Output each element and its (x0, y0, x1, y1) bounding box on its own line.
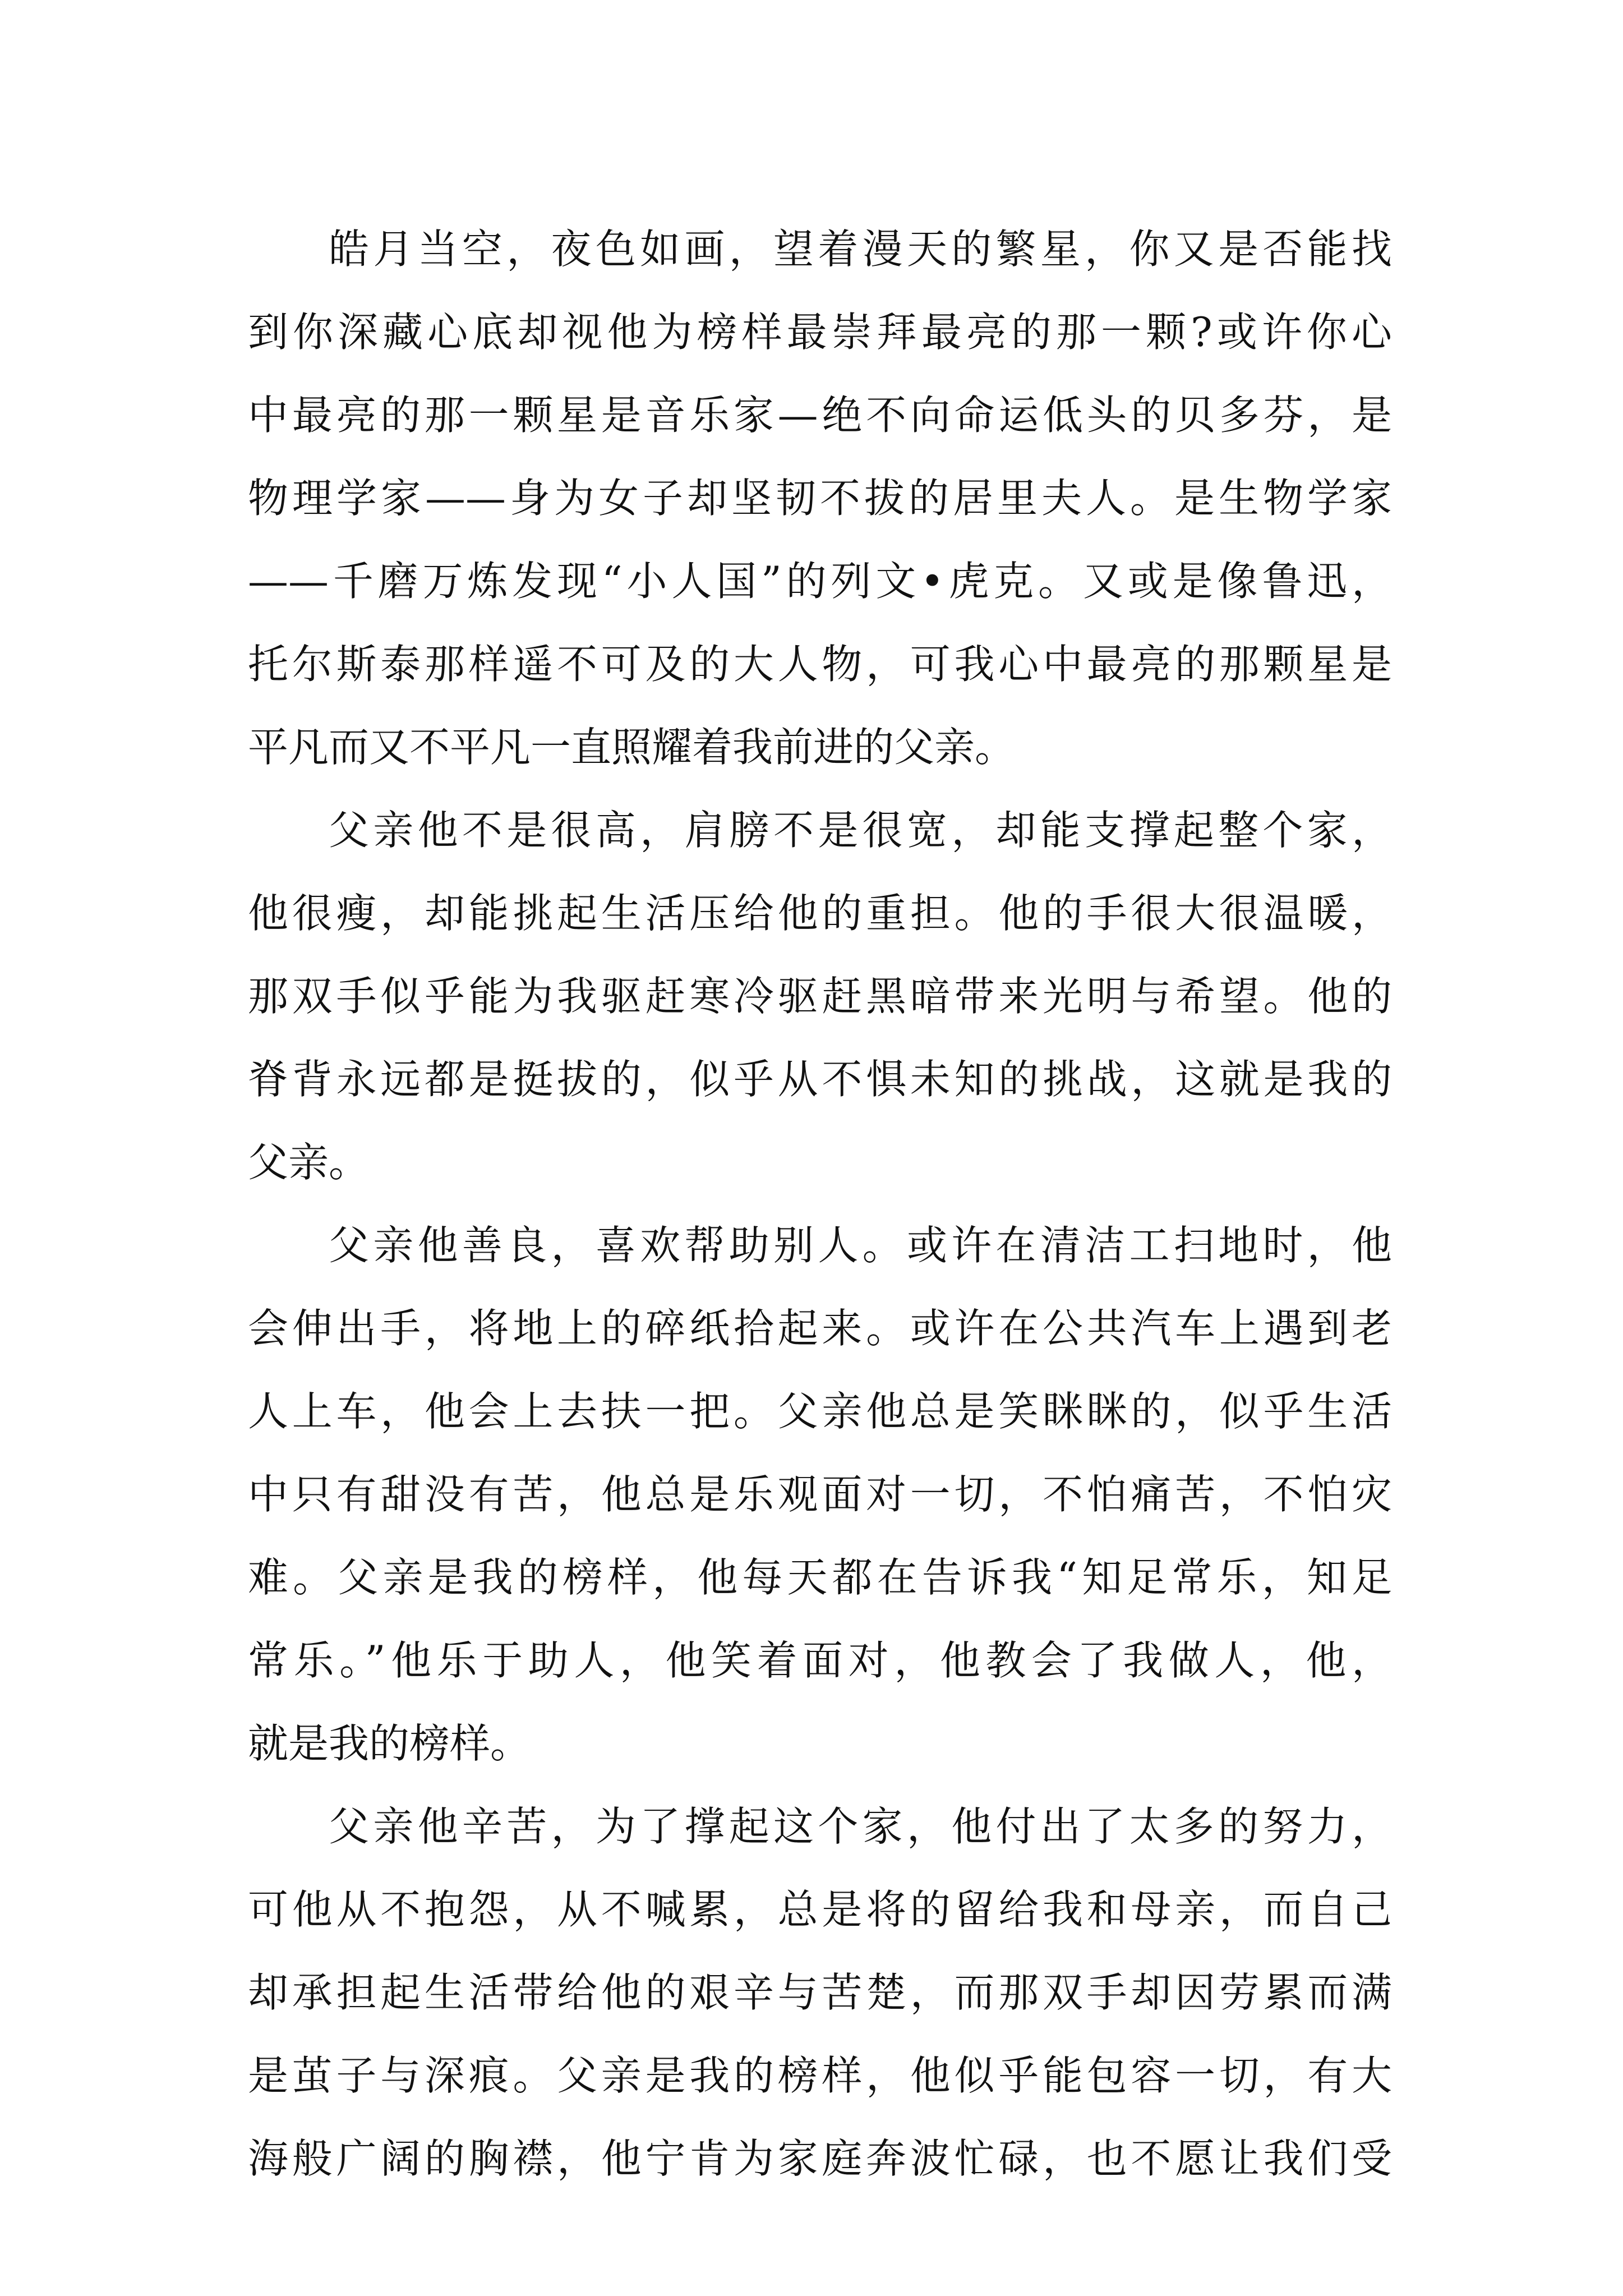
text-line: 中最亮的那一颗星是音乐家—绝不向命运低头的贝多芬，是 (248, 392, 1392, 439)
document-body (248, 208, 1392, 2200)
paragraph (248, 1204, 1392, 1785)
text-line: 脊背永远都是挺拔的，似乎从不惧未知的挑战，这就是我的 (248, 1056, 1392, 1103)
text-line: 却承担起生活带给他的艰辛与苦楚，而那双手却因劳累而满 (248, 1969, 1392, 2016)
text-line: 海般广阔的胸襟，他宁肯为家庭奔波忙碌，也不愿让我们受 (248, 2135, 1392, 2182)
text-line: 难。父亲是我的榜样，他每天都在告诉我“知足常乐，知足 (248, 1554, 1392, 1601)
text-line: 就是我的榜样。 (248, 1720, 531, 1767)
text-line: 常乐。”他乐于助人，他笑着面对，他教会了我做人，他， (248, 1637, 1392, 1684)
text-line: 中只有甜没有苦，他总是乐观面对一切，不怕痛苦，不怕灾 (248, 1471, 1392, 1518)
text-line: 是茧子与深痕。父亲是我的榜样，他似乎能包容一切，有大 (248, 2052, 1392, 2099)
text-line: ——千磨万炼发现“小人国”的列文•虎克。又或是像鲁迅， (248, 558, 1392, 605)
text-line: 平凡而又不平凡一直照耀着我前进的父亲。 (248, 724, 1016, 771)
paragraph (248, 789, 1392, 1204)
text-line: 父亲。 (248, 1139, 370, 1186)
text-line: 那双手似乎能为我驱赶寒冷驱赶黑暗带来光明与希望。他的 (248, 973, 1392, 1020)
text-line: 物理学家——身为女子却坚韧不拔的居里夫人。是生物学家 (248, 475, 1392, 522)
text-line: 到你深藏心底却视他为榜样最崇拜最亮的那一颗?或许你心 (248, 309, 1392, 356)
text-line: 他很瘦，却能挑起生活压给他的重担。他的手很大很温暖， (248, 890, 1392, 937)
text-line: 人上车，他会上去扶一把。父亲他总是笑眯眯的，似乎生活 (248, 1388, 1392, 1435)
text-line: 托尔斯泰那样遥不可及的大人物，可我心中最亮的那颗星是 (248, 641, 1392, 688)
text-line: 可他从不抱怨，从不喊累，总是将的留给我和母亲，而自己 (248, 1886, 1392, 1933)
text-line: 会伸出手，将地上的碎纸拾起来。或许在公共汽车上遇到老 (248, 1305, 1392, 1352)
paragraph (248, 208, 1392, 789)
text-line: 父亲他辛苦，为了撑起这个家，他付出了太多的努力， (329, 1803, 1392, 1850)
text-line: 父亲他善良，喜欢帮助别人。或许在清洁工扫地时，他 (329, 1222, 1392, 1269)
text-line: 皓月当空，夜色如画，望着漫天的繁星，你又是否能找 (329, 226, 1392, 273)
paragraph (248, 1785, 1392, 2200)
text-line: 父亲他不是很高，肩膀不是很宽，却能支撑起整个家， (329, 807, 1392, 854)
